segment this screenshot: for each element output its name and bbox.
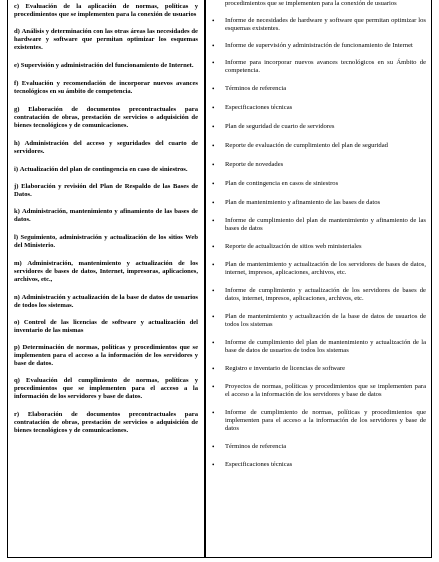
- bullet-icon: •: [212, 313, 215, 321]
- activity-item: j) Elaboración y revisión del Plan de Respaldo de las Bases de Datos.: [14, 183, 198, 198]
- activity-item: h) Administración del acceso y seguridades del cuarto de servidores.: [14, 140, 198, 155]
- product-item: • Plan de mantenimiento y afinamiento de las bases de datos: [212, 199, 381, 207]
- activity-item: m) Administración, mantenimiento y actualización de los servidores de bases de datos, Internet, impresoras, aplicaciones, archivos, etc.,: [14, 260, 198, 283]
- activity-item: p) Determinación de normas, políticas y procedimientos que se implementen para el acceso a la información de los servidores y base de datos.: [14, 344, 199, 367]
- continued-text: procedimientos que se implementen para la conexión de usuarios: [225, 0, 397, 7]
- activity-item: k) Administración, mantenimiento y afinamiento de las bases de datos.: [14, 208, 198, 223]
- bullet-icon: •: [212, 161, 215, 169]
- product-item: • Plan de seguridad de cuarto de servidores: [212, 123, 335, 131]
- bullet-icon: •: [212, 243, 215, 251]
- activity-item: n) Administración y actualización de la base de datos de usuarios de todos los sistemas.: [14, 294, 198, 309]
- bullet-icon: •: [212, 409, 215, 417]
- bullet-icon: •: [212, 42, 215, 50]
- product-item: • Registro e inventario de licencias de software: [212, 365, 346, 373]
- activities-column: [14, 3, 198, 435]
- activity-item: q) Evaluación del cumplimiento de normas, políticas y procedimientos que se implementen para el acceso a la información de los servidores y base de datos.: [14, 377, 198, 400]
- product-item: • Especificaciones técnicas: [212, 104, 293, 112]
- product-item: • Informe para incorporar nuevos avances tecnológicos en su Ámbito de competencia.: [212, 59, 426, 74]
- activity-item: r) Elaboración de documentos precontractuales para contratación de obras, prestación de servicios o adquisición de bienes tecnológicos y de comunicaciones.: [14, 411, 198, 434]
- product-item: • Plan de mantenimiento y actualización de la base de datos de usuarios de todos los sistemas: [212, 313, 426, 328]
- bullet-icon: •: [212, 59, 215, 67]
- products-column: [212, 0, 426, 469]
- product-item: • Informe de necesidades de hardware y software que permitan optimizar los esquemas existentes.: [212, 17, 426, 32]
- column-divider: [204, 0, 206, 557]
- product-item: • Informe de cumplimiento del plan de mantenimiento y actualización de la base de datos de usuarios de todos los sistemas: [212, 339, 426, 354]
- product-item: • Informe de cumplimiento y actualización de los servidores de bases de datos, internet, impresos, aplicaciones, archivos, etc.: [212, 287, 426, 302]
- product-item: • Proyectos de normas, políticas y procedimientos que se implementen para el acceso a la información de los servidores y base de datos: [212, 383, 426, 398]
- activity-item: f) Evaluación y recomendación de incorporar nuevos avances tecnológicos en su ámbito de competencia.: [14, 80, 198, 95]
- bullet-icon: •: [212, 443, 215, 451]
- product-item: • Informe de cumplimiento de normas, políticas y procedimientos que implementen para el acceso a la información de los servidores y base de datos: [212, 409, 426, 432]
- product-item: • Reporte de novedades: [212, 161, 284, 169]
- product-item: • Términos de referencia: [212, 443, 287, 451]
- activity-item: e) Supervisión y administración del funcionamiento de Internet.: [14, 62, 194, 69]
- activity-item: l) Seguimiento, administración y actualización de los sitios Web del Ministerio.: [14, 234, 198, 249]
- product-item: • Informe de supervisión y administración de funcionamiento de Internet: [212, 42, 413, 50]
- product-item: • Términos de referencia: [212, 85, 287, 93]
- bullet-icon: •: [212, 339, 215, 347]
- activity-item: i) Actualización del plan de contingencia en caso de siniestros.: [14, 166, 188, 173]
- document-table: [7, 0, 432, 558]
- bullet-icon: •: [212, 85, 215, 93]
- bullet-icon: •: [212, 142, 215, 150]
- bullet-icon: •: [212, 365, 215, 373]
- bullet-icon: •: [212, 461, 215, 469]
- activity-item: d) Análisis y determinación con las otras áreas las necesidades de hardware y software que permitan optimizar los esquemas existentes.: [14, 28, 198, 51]
- activity-item: c) Evaluación de la aplicación de normas, políticas y procedimientos que se implementen para la conexión de usuarios: [14, 3, 198, 18]
- product-item: • Especificaciones técnicas: [212, 461, 293, 469]
- bullet-icon: •: [212, 383, 215, 391]
- bullet-icon: •: [212, 104, 215, 112]
- activity-item: o) Control de las licencias de software y actualización del inventario de las mismas: [14, 319, 198, 334]
- product-item: • Reporte de actualización de sitios web ministeriales: [212, 243, 362, 251]
- bullet-icon: •: [212, 180, 215, 188]
- bullet-icon: •: [212, 199, 215, 207]
- bullet-icon: •: [212, 123, 215, 131]
- bullet-icon: •: [212, 17, 215, 25]
- product-item: • Plan de mantenimiento y actualización de los servidores de bases de datos, internet, impresos, aplicaciones, archivos, etc.: [212, 261, 426, 276]
- product-item: • Reporte de evaluación de cumplimiento del plan de seguridad: [212, 142, 388, 150]
- bullet-icon: •: [212, 217, 215, 225]
- product-item: • Informe de cumplimiento del plan de mantenimiento y afinamiento de las bases de datos: [212, 217, 426, 232]
- product-item: • Plan de contingencia en casos de siniestros: [212, 180, 339, 188]
- bullet-icon: •: [212, 261, 215, 269]
- activity-item: g) Elaboración de documentos precontractuales para contratación de obras, prestación de servicios o adquisición de bienes tecnológicos y de comunicaciones.: [14, 106, 199, 129]
- bullet-icon: •: [212, 287, 215, 295]
